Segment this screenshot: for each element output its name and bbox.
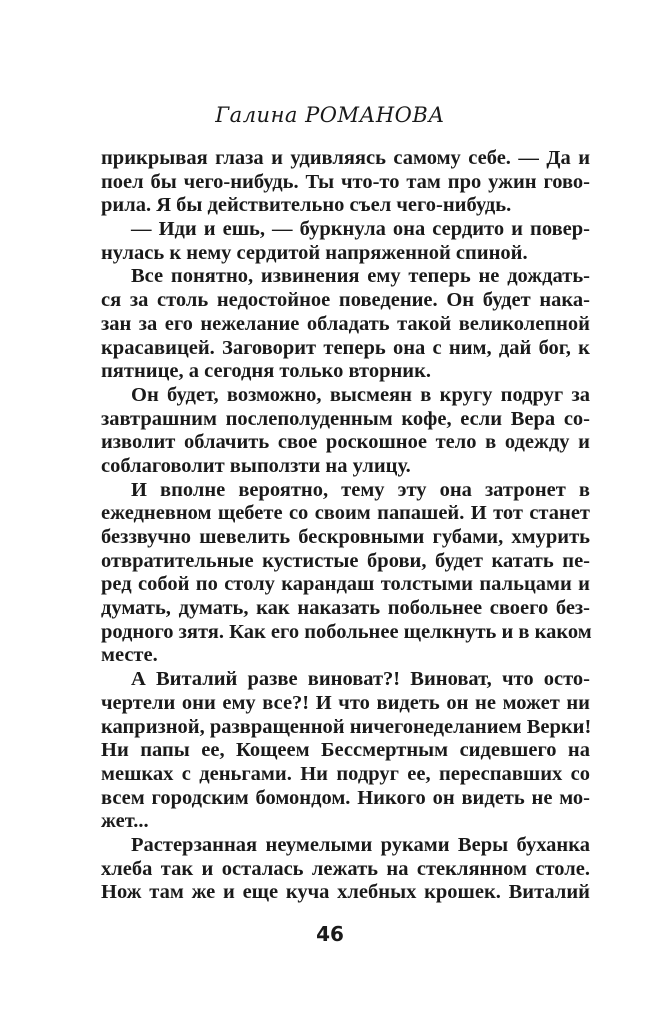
- text-line: Все понятно, извинения ему теперь не дождать-: [131, 265, 590, 288]
- text-line: ежедневном щебете со своим папашей. И тот станет: [101, 502, 590, 525]
- text-line: — Иди и ешь, — буркнула она сердито и повер-: [131, 218, 590, 241]
- text-line: хлеба так и осталась лежать на стеклянном столе.: [101, 857, 590, 880]
- text-line: красавицей. Заговорит теперь она с ним, дай бог, к: [101, 336, 590, 359]
- text-line: всем городским бомондом. Никого он видеть не мо-: [101, 786, 590, 809]
- text-line: родного зятя. Как его побольнее щелкнуть и в каком: [101, 620, 592, 643]
- text-line: пятнице, а сегодня только вторник.: [101, 360, 432, 383]
- text-line: Растерзанная неумелыми руками Веры буханка: [131, 833, 590, 856]
- text-line: А Виталий разве виноват?! Виноват, что осто-: [131, 668, 590, 691]
- text-line: прикрывая глаза и удивляясь самому себе. — Да и: [101, 147, 590, 169]
- text-line: поел бы чего-нибудь. Ты что-то там про ужин гово-: [101, 170, 590, 193]
- text-line: Ни папы ее, Кощеем Бессмертным сидевшего на: [101, 739, 590, 762]
- text-line: отвратительные кустистые брови, будет катать пе-: [101, 549, 590, 572]
- text-line: месте.: [101, 644, 158, 667]
- text-line: думать, думать, как наказать побольнее своего без-: [101, 597, 590, 620]
- text-line: зан за его нежелание обладать такой великолепной: [101, 312, 590, 335]
- text-line: чертели они ему все?! И что видеть он не может ни: [101, 691, 590, 714]
- text-line: рила. Я бы действительно съел чего-нибудь.: [101, 194, 512, 217]
- text-line: ся за столь недостойное поведение. Он будет нака-: [101, 289, 590, 312]
- text-line: ред собой по столу карандаш толстыми пальцами и: [101, 573, 590, 596]
- text-line: завтрашним послеполуденным кофе, если Вера со-: [101, 407, 590, 430]
- text-line: изволит облачить свое роскошное тело в одежду и: [101, 431, 590, 454]
- text-line: Нож там же и еще куча хлебных крошек. Виталий: [101, 881, 590, 904]
- text-line: И вполне вероятно, тему эту она затронет в: [131, 478, 590, 501]
- running-head: Галина РОМАНОВА: [215, 103, 445, 127]
- text-line: Он будет, возможно, высмеян в кругу подруг за: [131, 383, 590, 406]
- text-line: капризной, развращенной ничегонеделанием Верки!: [101, 715, 592, 738]
- text-line: нулась к нему сердитой напряженной спиной.: [101, 241, 528, 264]
- text-line: жет...: [101, 810, 149, 833]
- text-line: беззвучно шевелить бескровными губами, хмурить: [101, 526, 590, 548]
- text-line: соблаговолит выползти на улицу.: [101, 454, 411, 477]
- body-text: [101, 147, 590, 905]
- page-number: 46: [316, 922, 344, 946]
- text-line: мешках с деньгами. Ни подруг ее, переспавших со: [101, 762, 590, 785]
